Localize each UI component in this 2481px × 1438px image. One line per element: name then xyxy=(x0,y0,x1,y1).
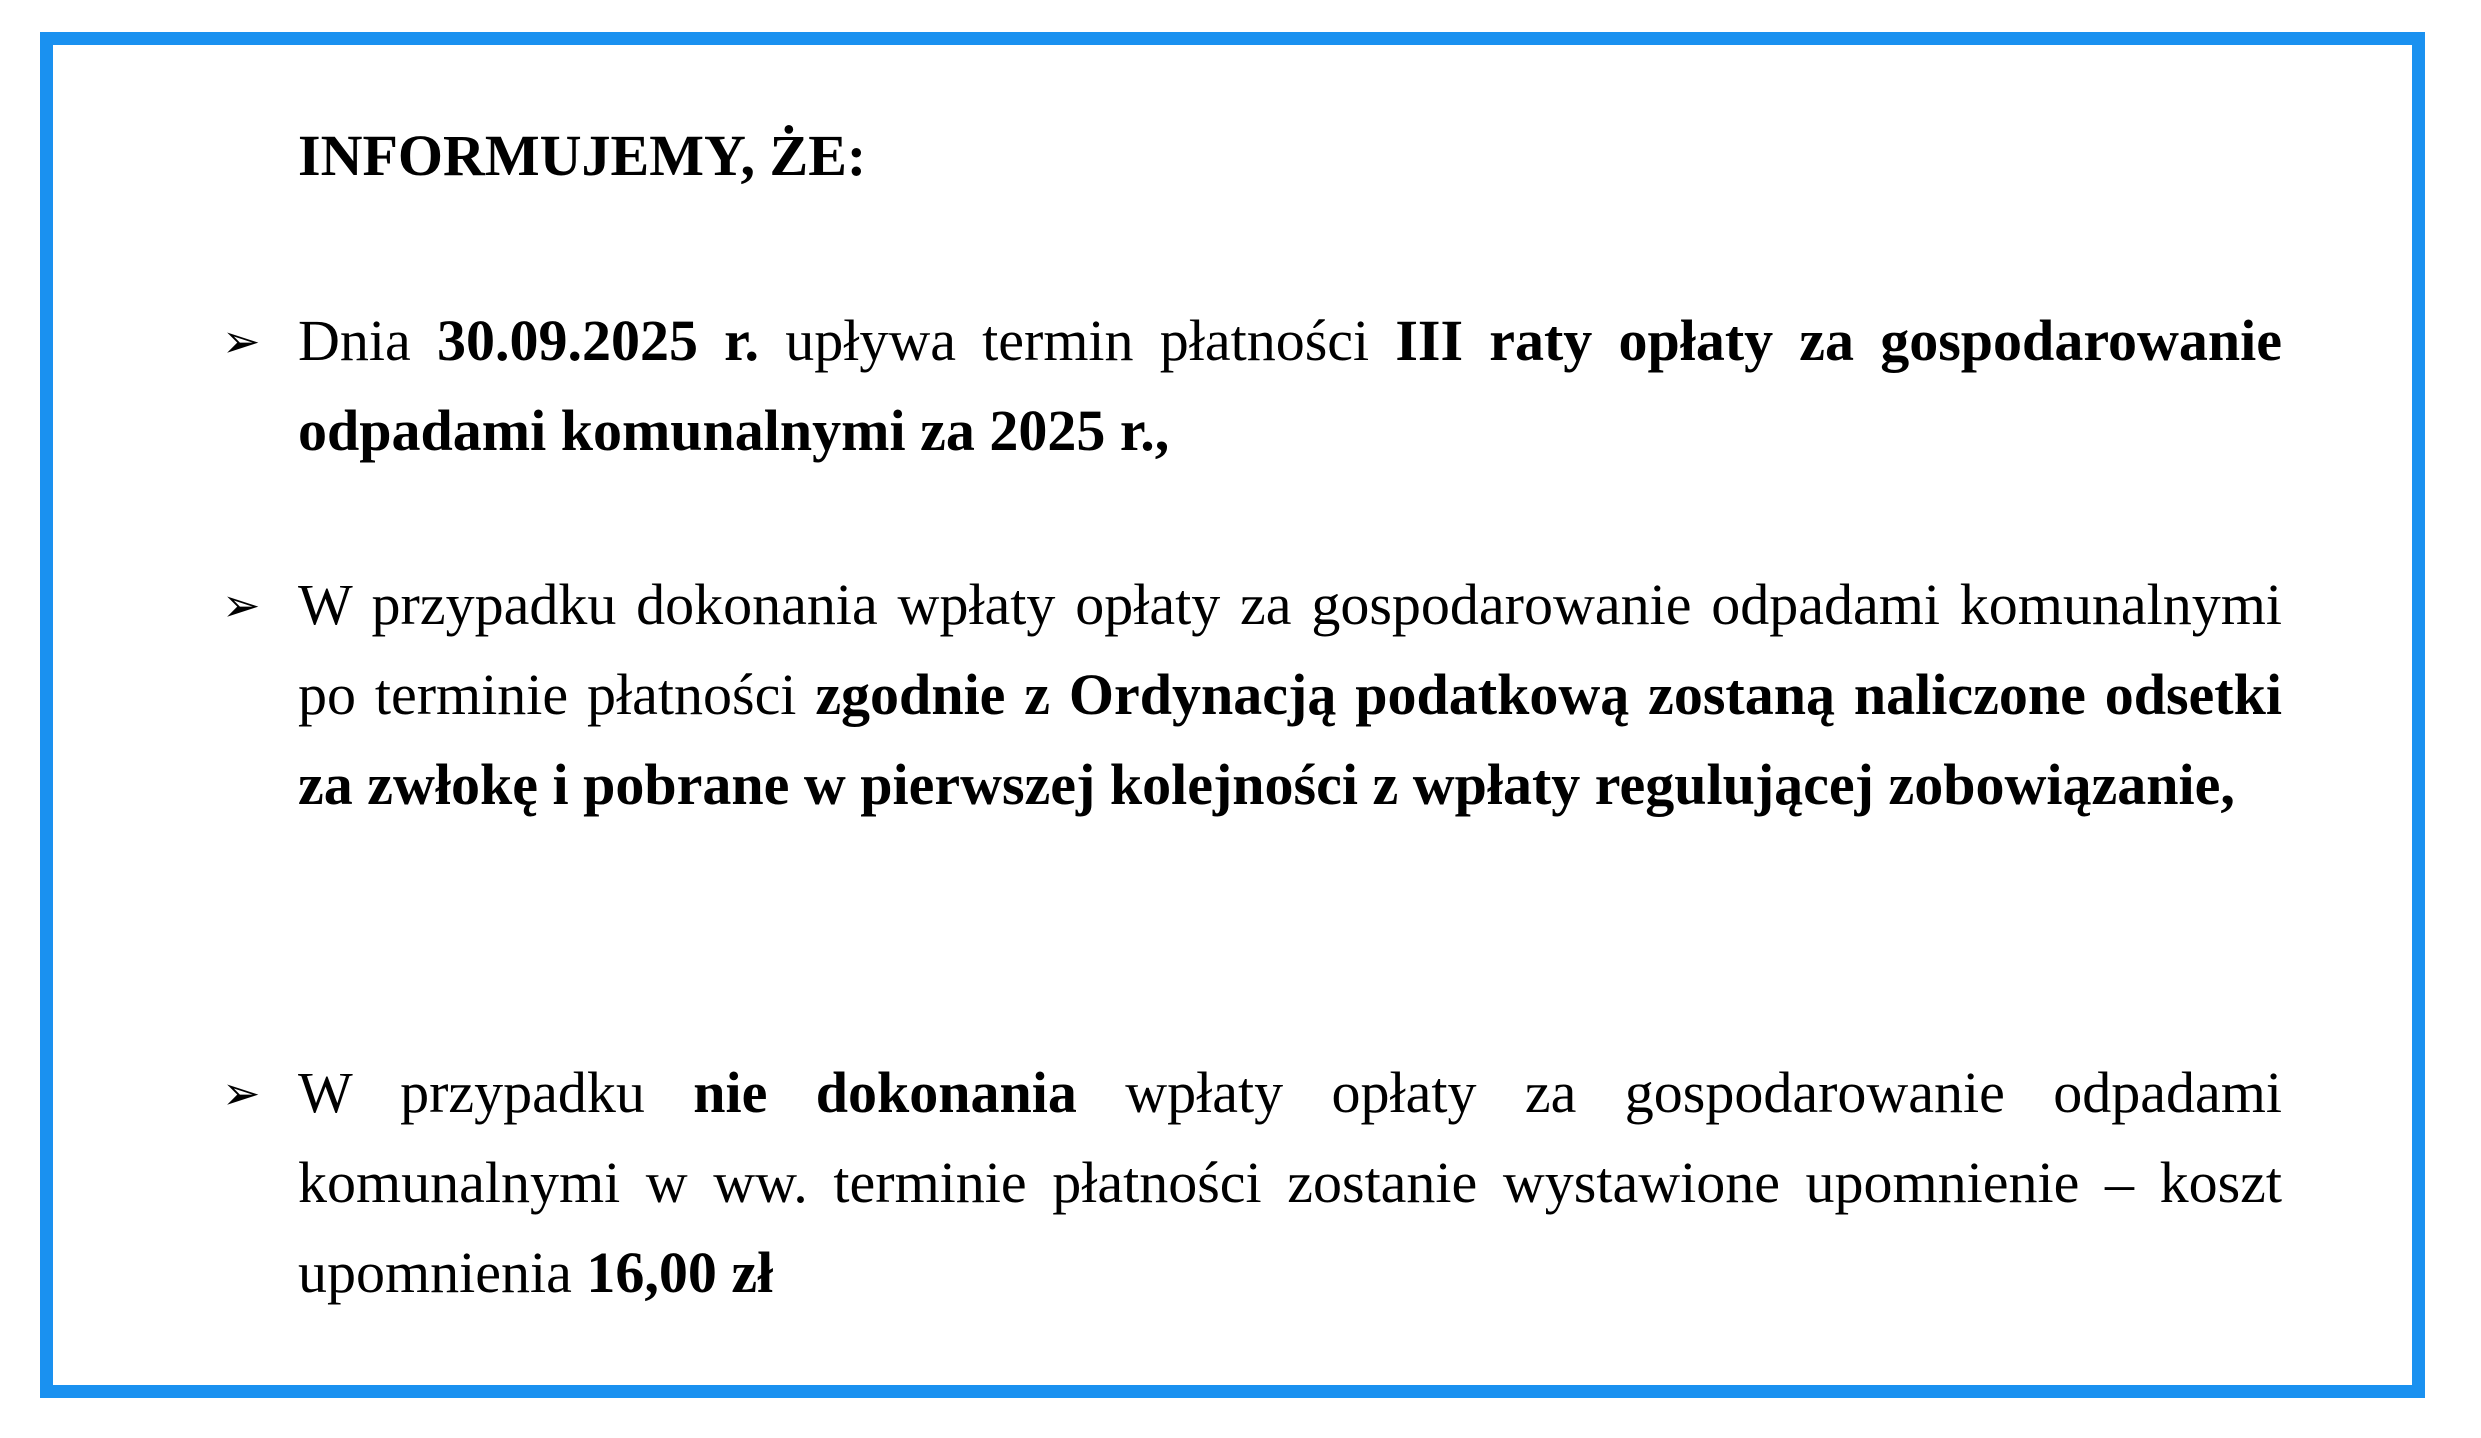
notice-heading: INFORMUJEMY, ŻE: xyxy=(298,123,867,188)
text-run: W przypadku dokonania wpłaty opłaty za gospodarowanie odpadami komunalnymi po terminie płatności xyxy=(298,572,2282,727)
arrowhead-bullet-icon: ➢ xyxy=(222,1066,261,1120)
installment-info: III raty opłaty za gospodarowanie odpadami komunalnymi za 2025 r., xyxy=(298,308,2283,463)
due-date: 30.09.2025 r. xyxy=(436,308,760,373)
text-run: wpłaty opłaty za gospodarowanie odpadami komunalnymi w ww. terminie płatności zostanie wystawione upomnienie – koszt upomnienia xyxy=(298,1060,2282,1305)
text-run: Dnia xyxy=(298,308,437,373)
text-run: W przypadku xyxy=(298,1060,694,1125)
notice-item-text xyxy=(298,560,2282,830)
non-payment-emphasis: nie dokonania xyxy=(693,1060,1077,1125)
reminder-cost: 16,00 zł xyxy=(586,1240,774,1305)
notice-item-text xyxy=(298,1048,2282,1318)
interest-info: zgodnie z Ordynacją podatkową zostaną naliczone odsetki za zwłokę i pobrane w pierwszej kolejności z wpłaty regulującej zobowiązanie, xyxy=(298,662,2282,817)
arrowhead-bullet-icon: ➢ xyxy=(222,578,261,632)
text-line xyxy=(298,308,2282,463)
arrowhead-bullet-icon: ➢ xyxy=(222,314,261,368)
notice-item-text xyxy=(298,296,2282,476)
text-run: upływa termin płatności xyxy=(759,308,1396,373)
